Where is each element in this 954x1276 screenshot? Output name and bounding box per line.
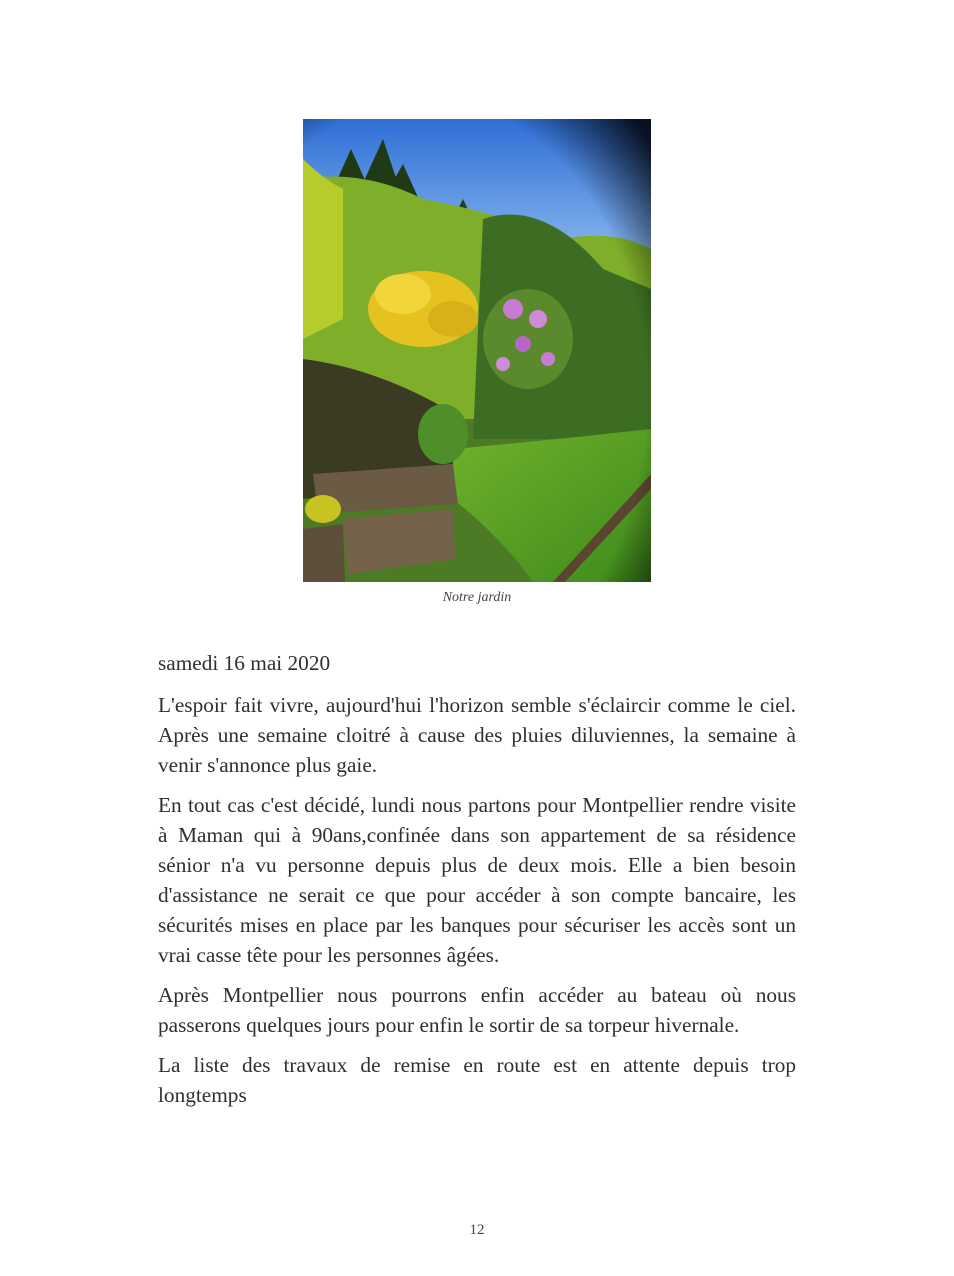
- journal-entry: [158, 648, 796, 1120]
- paragraph-4: La liste des travaux de remise en route est en attente depuis trop longtemps: [158, 1053, 796, 1107]
- figure-caption: Notre jardin: [442, 590, 512, 605]
- paragraph-1: L'espoir fait vivre, aujourd'hui l'horizon semble s'éclaircir comme le ciel. Après une semaine cloitré à cause des pluies diluviennes, la semaine à venir s'annonce plus gaie.: [158, 693, 796, 777]
- paragraph-2: En tout cas c'est décidé, lundi nous partons pour Montpellier rendre visite à Maman qui à 90ans,confinée dans son appartement de sa résidence sénior n'a vu personne depuis plus de deux mois. Elle a bien besoin d'assistance ne serait ce que pour accéder à son compte bancaire, les sécurités mises en place par les banques pour sécuriser les accès sont un vrai casse tête pour les personnes âgées.: [158, 793, 796, 967]
- garden-photo: [303, 119, 651, 582]
- entry-date: samedi 16 mai 2020: [158, 651, 331, 675]
- page-number: 12: [469, 1222, 485, 1238]
- paragraph-3: Après Montpellier nous pourrons enfin accéder au bateau où nous passerons quelques jours pour enfin le sortir de sa torpeur hivernale.: [158, 983, 796, 1037]
